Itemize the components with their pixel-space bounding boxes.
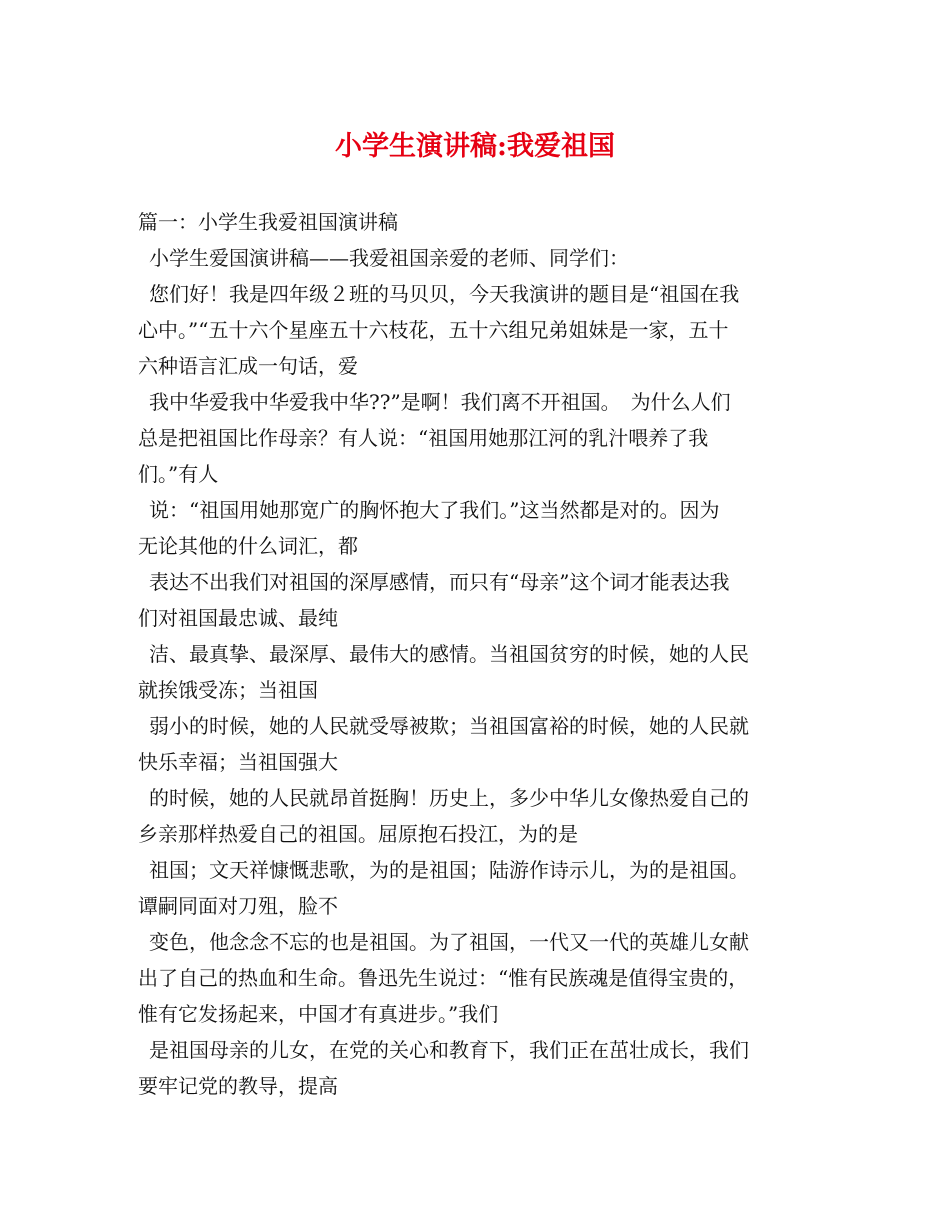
text-line: 们对祖国最忠诚、最纯 [138,606,338,630]
text-line: 我中华爱我中华爱我中华??”是啊！我们离不开祖国。 为什么人们 [149,390,731,414]
text-line: 就挨饿受冻；当祖国 [138,678,318,702]
text-line: 洁、最真挚、最深厚、最伟大的感情。当祖国贫穷的时候，她的人民 [149,642,749,666]
text-line: 们。”有人 [138,462,219,486]
text-line: 是祖国母亲的儿女，在党的关心和教育下，我们正在茁壮成长，我们 [149,1038,749,1062]
text-line: 要牢记党的教导，提高 [138,1074,338,1098]
text-line: 惟有它发扬起来，中国才有真进步。”我们 [138,1002,499,1026]
text-line: 变色，他念念不忘的也是祖国。为了祖国，一代又一代的英雄儿女献 [149,930,749,954]
text-line: 小学生爱国演讲稿——我爱祖国亲爱的老师、同学们： [149,246,629,270]
text-line: 总是把祖国比作母亲？有人说：“祖国用她那江河的乳汁喂养了我 [138,426,709,450]
text-line: 六种语言汇成一句话，爱 [138,354,358,378]
text-line: 说：“祖国用她那宽广的胸怀抱大了我们。”这当然都是对的。因为 [149,498,720,522]
text-line: 谭嗣同面对刀殂，脸不 [138,894,338,918]
text-line: 无论其他的什么词汇，都 [138,534,358,558]
text-line: 祖国；文天祥慷慨悲歌，为的是祖国；陆游作诗示儿，为的是祖国。 [149,858,749,882]
text-line: 乡亲那样热爱自己的祖国。屈原抱石投江，为的是 [138,822,578,846]
text-line: 出了自己的热血和生命。鲁迅先生说过：“惟有民族魂是值得宝贵的， [138,966,749,990]
text-line: 篇一：小学生我爱祖国演讲稿 [138,210,398,234]
text-line: 表达不出我们对祖国的深厚感情，而只有“母亲”这个词才能表达我 [149,570,730,594]
document-body [138,204,818,1104]
text-line: 心中。”“五十六个星座五十六枝花，五十六组兄弟姐妹是一家，五十 [138,318,729,342]
text-line: 您们好！我是四年级２班的马贝贝，今天我演讲的题目是“祖国在我 [149,282,740,306]
text-line: 快乐幸福；当祖国强大 [138,750,338,774]
text-line: 弱小的时候，她的人民就受辱被欺；当祖国富裕的时候，她的人民就 [149,714,749,738]
text-line: 的时候，她的人民就昂首挺胸！历史上，多少中华儿女像热爱自己的 [149,786,749,810]
document-title: 小学生演讲稿:我爱祖国 [335,131,615,162]
